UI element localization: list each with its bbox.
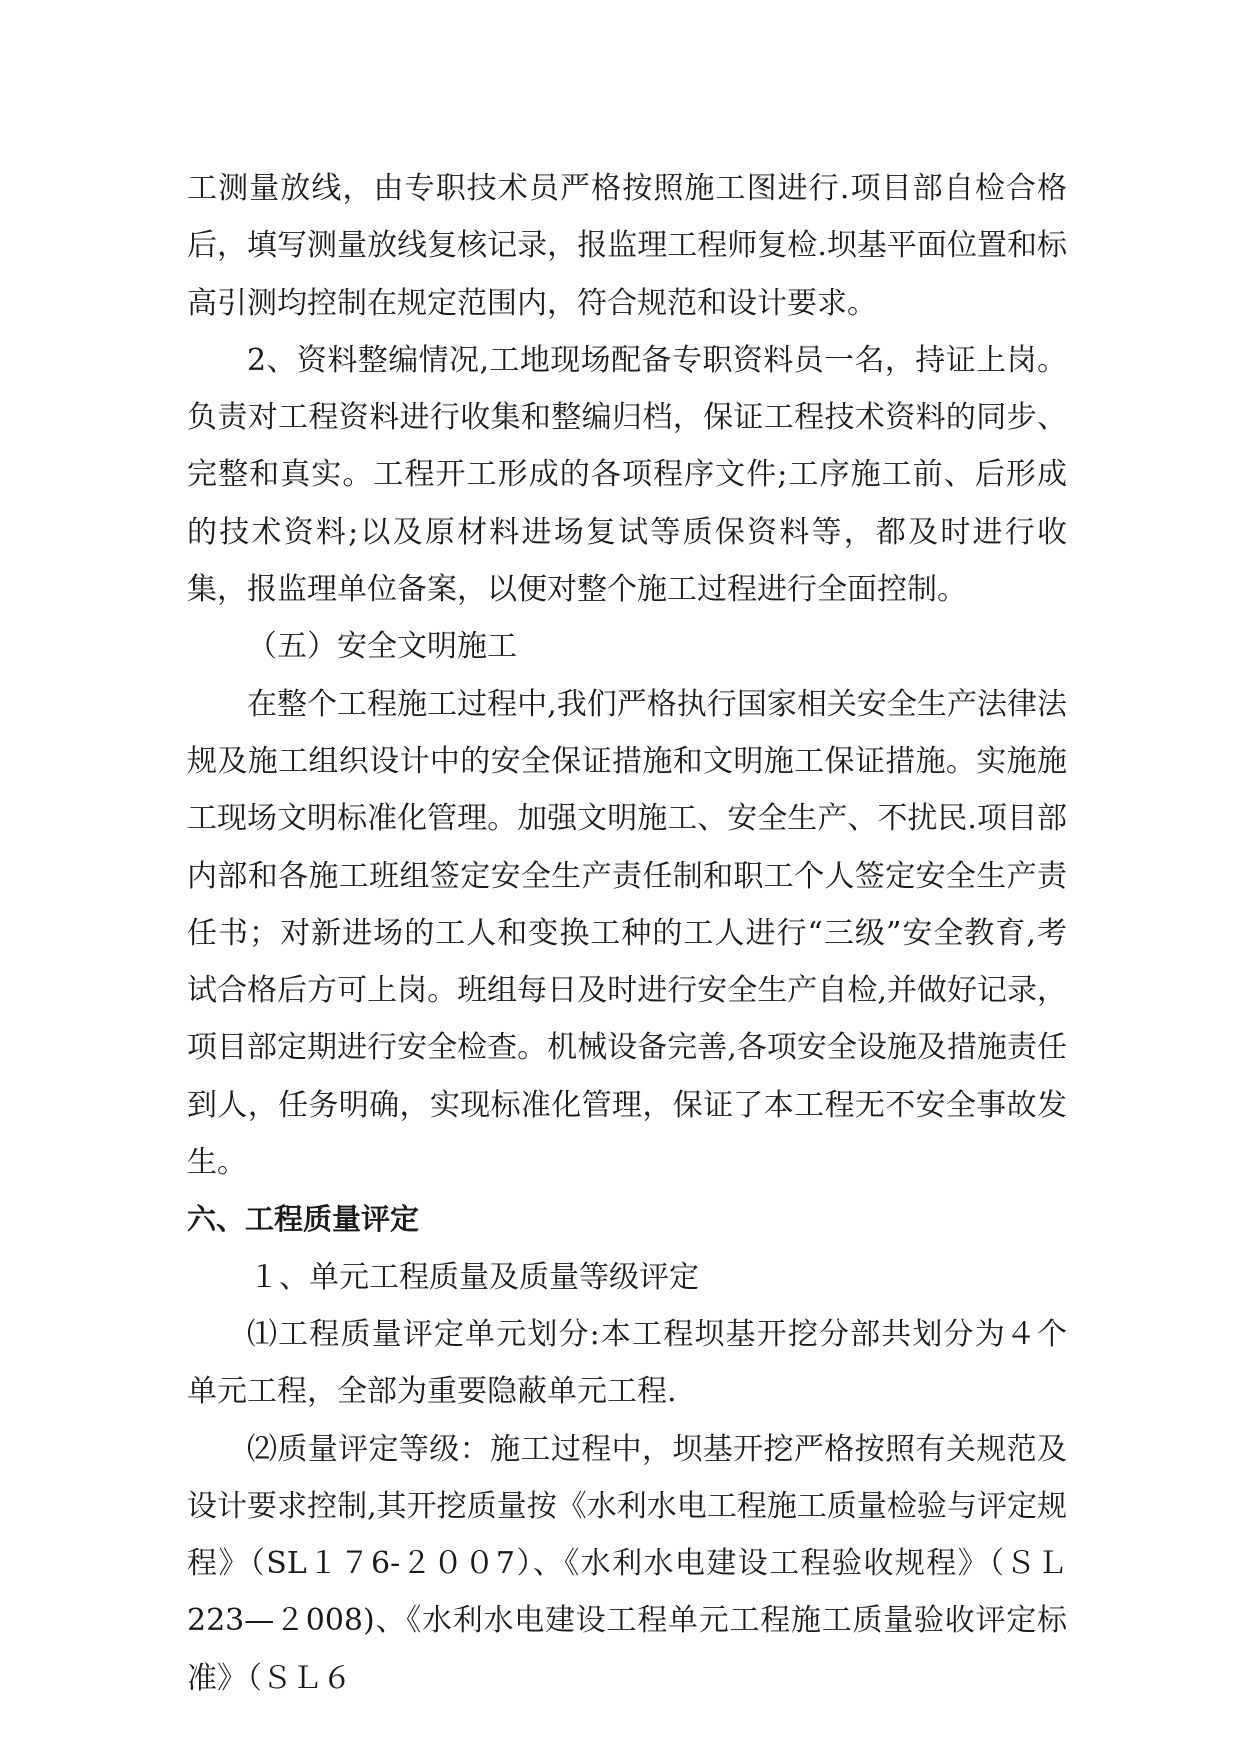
paragraph-survey-continuation: 工测量放线，由专职技术员严格按照施工图进行.项目部自检合格后，填写测量放线复核记录，报监理工程师复检.坝基平面位置和标高引测均控制在规定范围内，符合规范和设计要求。 <box>187 171 1067 321</box>
paragraph-safety: 在整个工程施工过程中,我们严格执行国家相关安全生产法律法规及施工组织设计中的安全保证措施和文明施工保证措施。实施施工现场文明标准化管理。加强文明施工、安全生产、不扰民.项目部内部和各施工班组签定安全生产责任制和职工个人签定安全生产责任书；对新进场的工人和变换工种的工人进行“三级”安全教育,考试合格后方可上岗。班组每日及时进行安全生产自检,并做好记录，项目部定期进行安全检查。机械设备完善,各项安全设施及措施责任到人，任务明确，实现标准化管理，保证了本工程无不安全事故发生。 <box>187 686 1067 1181</box>
section-heading-quality-assessment: 六、工程质量评定 <box>187 1202 420 1237</box>
paragraph-unit-division: ⑴工程质量评定单元划分:本工程坝基开挖分部共划分为４个单元工程，全部为重要隐蔽单元工程. <box>187 1316 1067 1410</box>
document-body <box>187 160 1067 1707</box>
paragraph-quality-grade: ⑵质量评定等级：施工过程中，坝基开挖严格按照有关规范及设计要求控制,其开挖质量按《水利水电工程施工质量检验与评定规程》（SL１７6-２００7）、《水利水电建设工程验收规程》（ＳＬ223—２008)、《水利水电建设工程单元工程施工质量验收评定标准》（ＳＬ６ <box>187 1431 1067 1696</box>
subsection-heading-unit-quality: １、单元工程质量及质量等级评定 <box>249 1259 699 1295</box>
subsection-heading-safety: （五）安全文明施工 <box>247 629 517 665</box>
paragraph-data-compilation: 2、资料整编情况,工地现场配备专职资料员一名，持证上岗。负责对工程资料进行收集和整编归档，保证工程技术资料的同步、完整和真实。工程开工形成的各项程序文件;工序施工前、后形成的技术资料;以及原材料进场复试等质保资料等，都及时进行收集，报监理单位备案，以便对整个施工过程进行全面控制。 <box>187 342 1067 608</box>
